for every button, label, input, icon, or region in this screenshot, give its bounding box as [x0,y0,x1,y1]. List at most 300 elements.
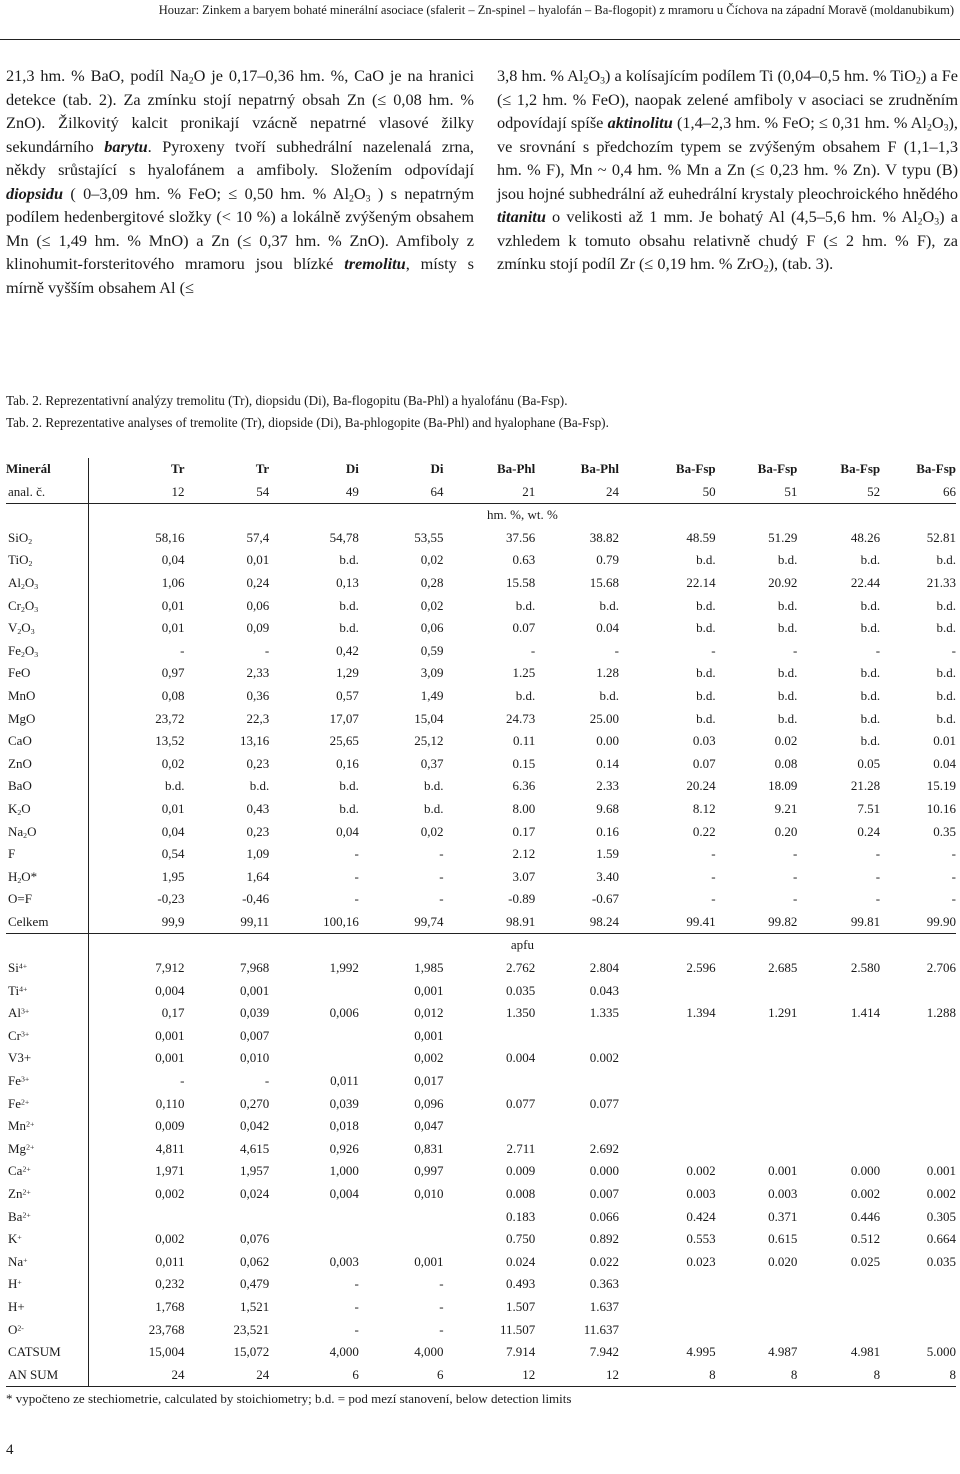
row-label: CATSUM [6,1341,88,1364]
value-cell: 0.035 [926,1253,956,1269]
value-cell: 0.009 [505,1163,536,1179]
table-row [6,911,956,934]
mineral-header-cell: Ba-Fsp [916,461,956,476]
value-cell: 1,000 [329,1163,359,1179]
value-cell: 0,43 [246,800,270,816]
table-row [6,1047,956,1070]
value-cell: 0,039 [329,1095,359,1111]
value-cell: 1,521 [239,1298,270,1314]
value-cell: 0.03 [692,733,716,749]
value-cell: 0.20 [774,823,798,839]
value-cell: b.d. [424,778,444,794]
value-cell: 1,09 [246,846,270,862]
value-cell: 37.56 [505,529,536,545]
value-cell: - [875,891,881,907]
value-cell: b.d. [860,687,881,703]
value-cell: 22.44 [850,574,881,590]
unit-label-apfu: apfu [510,937,534,953]
value-cell: 18.09 [768,778,798,794]
table-row [6,1319,956,1342]
value-cell [619,1025,716,1048]
analysis-number-cell: 49 [269,481,359,504]
value-cell: 1,64 [246,868,270,884]
value-cell: - [354,1321,359,1337]
value-cell: 0,09 [246,620,270,636]
table-row [6,1025,956,1048]
value-cell: 8 [716,1364,798,1387]
value-cell: b.d. [339,778,359,794]
value-cell [269,1047,359,1070]
value-cell: 0,002 [414,1050,444,1066]
value-cell: 0,007 [239,1027,270,1043]
value-cell: 0,004 [329,1186,359,1201]
value-cell [269,980,359,1003]
value-cell: - [951,868,956,884]
value-cell: 1.637 [589,1298,619,1314]
value-cell: - [354,891,359,907]
value-cell: 13,52 [155,733,185,749]
value-cell: b.d. [777,710,798,726]
value-cell: b.d. [339,620,359,636]
value-cell: 0,02 [161,755,185,771]
value-cell: 0,001 [414,982,444,998]
value-cell: 0.24 [857,823,881,839]
value-cell: 15.58 [505,574,536,590]
row-label [6,504,88,527]
value-cell: 0.077 [505,1095,536,1111]
value-cell: 15,072 [233,1344,270,1360]
value-cell: 0,04 [161,823,185,839]
row-label: SiO$_2$ [6,527,88,550]
table-row [6,1296,956,1319]
value-cell: 0,270 [239,1095,270,1111]
value-cell: 2.692 [589,1140,619,1156]
value-cell: b.d. [777,687,798,703]
table-row [6,1115,956,1138]
table-row [6,980,956,1003]
table-row [6,1160,956,1183]
value-cell: b.d. [936,597,956,613]
value-cell: - [530,642,536,658]
value-cell: 2.711 [506,1140,536,1156]
value-cell: - [951,642,956,658]
value-cell: b.d. [936,552,956,568]
value-cell: 0.305 [926,1208,956,1224]
running-header [0,0,960,40]
value-cell [797,1273,880,1296]
value-cell: 0,479 [239,1276,270,1292]
page-number: 4 [6,1442,14,1458]
value-cell: 1.414 [850,1005,881,1021]
value-cell: 0.14 [596,755,619,771]
unit-row-apfu [6,934,956,957]
value-cell: 24.73 [505,710,536,726]
value-cell: 2.762 [505,960,536,976]
value-cell: 5.000 [926,1344,956,1360]
mineral-header-cell: Ba-Fsp [675,461,716,476]
value-cell: 0,001 [155,1050,185,1066]
row-label: $V_2O_3$ [6,617,88,640]
value-cell: 21.28 [850,778,881,794]
value-cell: 0.02 [774,733,798,749]
value-cell: 0.077 [589,1095,619,1111]
value-cell [716,1138,798,1161]
value-cell [880,1025,956,1048]
value-cell: 20.24 [686,778,716,794]
row-label: $K_2O$ [6,798,88,821]
value-cell: - [439,891,444,907]
value-cell: - [875,846,881,862]
table-row [6,1364,956,1387]
row-label: H+ [6,1296,88,1319]
value-cell: 25,65 [329,733,359,749]
value-cell: b.d. [249,778,270,794]
value-cell: 23,72 [155,710,185,726]
value-cell: 0.424 [686,1208,716,1224]
value-cell: 7.51 [857,800,881,816]
value-cell: 0,018 [329,1118,359,1134]
value-cell: 0,232 [155,1276,185,1292]
value-cell: 0.183 [505,1208,536,1224]
value-cell: 58,16 [155,529,185,545]
value-cell [880,1296,956,1319]
value-cell [444,1025,536,1048]
value-cell [716,1093,798,1116]
value-cell: 2.33 [596,778,619,794]
value-cell: - [711,891,716,907]
value-cell: 0,001 [155,1027,185,1043]
text-column-left [6,64,474,299]
value-cell: - [264,1073,270,1089]
value-cell: 0,01 [161,620,185,636]
value-cell: 2.804 [589,960,619,976]
value-cell: 54,78 [329,529,359,545]
value-cell: 1.25 [512,665,536,681]
value-cell: 2.685 [768,960,798,976]
analysis-number-cell: 12 [88,481,184,504]
table-row [6,1070,956,1093]
value-cell: -0.67 [591,891,619,907]
value-cell: - [875,868,881,884]
value-cell: b.d. [339,552,359,568]
value-cell: 10.16 [926,800,956,816]
value-cell: 0,36 [246,687,270,703]
row-label: BaO [6,775,88,798]
value-cell: 0.11 [512,733,536,749]
value-cell: - [711,642,716,658]
value-cell: 0,01 [246,552,270,568]
value-cell: 0,02 [420,823,444,839]
value-cell: 15.19 [926,778,956,794]
value-cell: 7,912 [155,960,185,976]
value-cell [797,1296,880,1319]
value-cell [184,1206,269,1229]
value-cell: 0,042 [239,1118,270,1134]
value-cell: 0.003 [768,1186,798,1201]
table-row [6,708,956,731]
value-cell: 25,12 [414,733,444,749]
value-cell: 52.81 [926,529,956,545]
running-title: Houzar: Zinkem a baryem bohaté minerální asociace (sfalerit – Zn-spinel – hyalofán – Ba-flogopit) z mramoru u Číchova na západní Moravě (moldanubikum) [158,3,954,17]
value-cell: b.d. [696,597,716,613]
value-cell: 0.17 [512,823,536,839]
table-row [6,866,956,889]
mineral-header-cell: Di [345,461,359,476]
value-cell: 0,926 [329,1140,359,1156]
value-cell: b.d. [860,620,881,636]
mineral-header-cell: Ba-Fsp [757,461,798,476]
row-label: Celkem [6,911,88,934]
value-cell: 99.82 [716,911,798,934]
table-caption-english: Tab. 2. Reprezentative analyses of tremolite (Tr), diopside (Di), Ba-phlogopite (Ba-Phl) and hyalophane (Ba-Fsp). [6,415,609,430]
value-cell: 8.00 [512,800,536,816]
row-label: F [6,843,88,866]
value-cell: 0,97 [161,665,185,681]
value-cell: 0,23 [246,823,270,839]
value-cell: 1.288 [926,1005,956,1021]
row-label: ZnO [6,753,88,776]
value-cell: - [793,868,798,884]
row-label: O=F [6,888,88,911]
value-cell: 17,07 [329,710,359,726]
value-cell: - [439,868,444,884]
table-row [6,821,956,844]
value-cell: - [354,1298,359,1314]
value-cell: 1,95 [161,868,185,884]
value-cell: - [264,642,270,658]
mineral-header-cell: Tr [171,461,185,476]
value-cell [880,1070,956,1093]
value-cell [797,1093,880,1116]
value-cell [797,1319,880,1342]
value-cell [619,1047,716,1070]
table-row [6,1138,956,1161]
value-cell: 0,006 [329,1005,359,1021]
value-cell: 12 [444,1364,536,1387]
value-cell [716,1273,798,1296]
value-cell: 0.035 [505,982,536,998]
value-cell: 0.750 [505,1231,536,1247]
table-row [6,572,956,595]
value-cell: 6 [269,1364,359,1387]
value-cell: 0.05 [857,755,881,771]
value-cell: 0,011 [330,1073,359,1089]
value-cell: 2,33 [246,665,270,681]
value-cell: b.d. [860,665,881,681]
value-cell: b.d. [777,597,798,613]
value-cell [444,1070,536,1093]
value-cell: - [180,642,185,658]
value-cell: b.d. [339,800,359,816]
table-row [6,527,956,550]
table-row [6,1002,956,1025]
value-cell [797,1025,880,1048]
value-cell: 0.002 [850,1186,881,1201]
value-cell: 0,831 [414,1140,444,1156]
value-cell: 1,985 [414,960,444,976]
table-row [6,843,956,866]
value-cell [797,1115,880,1138]
value-cell: 0.363 [589,1276,619,1292]
value-cell: 0.066 [589,1208,619,1224]
value-cell: 0.002 [686,1163,716,1179]
row-label: TiO$_2$ [6,549,88,572]
mineral-header-cell: Ba-Fsp [840,461,881,476]
table-row [6,888,956,911]
value-cell [797,1047,880,1070]
row-label: K+ [6,1228,88,1251]
header-label: Minerál [6,458,88,481]
row-label: $Al_2O_3$ [6,572,88,595]
value-cell: 0,02 [420,552,444,568]
value-cell: b.d. [696,552,716,568]
value-cell [619,1296,716,1319]
table-header-minerals [6,458,956,481]
mineral-header-cell: Ba-Phl [580,461,619,476]
row-label: $Fe^{2+}$ [6,1093,88,1116]
row-label: $Na_2O$ [6,821,88,844]
value-cell: 0,001 [414,1253,444,1269]
value-cell [619,1093,716,1116]
analysis-number-cell: 51 [716,481,798,504]
value-cell: 3,09 [420,665,444,681]
value-cell: 4,000 [414,1344,444,1360]
value-cell: 0.446 [850,1208,881,1224]
value-cell: 24 [184,1364,269,1387]
value-cell: 15,04 [414,710,444,726]
value-cell: 24 [88,1364,184,1387]
value-cell: 1.507 [505,1298,536,1314]
value-cell: 23,768 [148,1321,185,1337]
value-cell: 0.003 [686,1186,716,1201]
value-cell [619,1319,716,1342]
value-cell: b.d. [164,778,185,794]
value-cell: - [711,868,716,884]
table-row [6,775,956,798]
table-row [6,1228,956,1251]
analysis-number-cell: 24 [535,481,619,504]
value-cell: 0,02 [420,597,444,613]
value-cell: - [354,868,359,884]
value-cell: 8.12 [692,800,716,816]
value-cell: 99,9 [88,911,184,934]
value-cell [797,980,880,1003]
table-row [6,685,956,708]
row-label: $Ti^{4+}$ [6,980,88,1003]
value-cell [797,1070,880,1093]
value-cell: 13,16 [239,733,270,749]
value-cell: b.d. [777,620,798,636]
text-column-right [497,64,958,276]
value-cell: 99,11 [184,911,269,934]
value-cell [880,1115,956,1138]
value-cell: 0,009 [155,1118,185,1134]
analysis-number-cell: 21 [444,481,536,504]
row-label: $Fe_2O_3$ [6,640,88,663]
value-cell: b.d. [696,665,716,681]
value-cell: - [439,1298,444,1314]
table-row [6,753,956,776]
value-cell: 1,971 [155,1163,185,1179]
value-cell: 0,01 [161,800,185,816]
value-cell [880,1093,956,1116]
value-cell: 0.007 [589,1186,619,1201]
value-cell: 0.01 [933,733,956,749]
value-cell: 98.24 [535,911,619,934]
value-cell: - [354,1276,359,1292]
value-cell: b.d. [860,733,881,749]
value-cell: 9.21 [774,800,798,816]
row-label: $Ca^{2+}$ [6,1160,88,1183]
value-cell: 0.15 [512,755,536,771]
value-cell: 48.59 [686,529,716,545]
value-cell: 0.025 [850,1253,881,1269]
value-cell [619,980,716,1003]
value-cell: - [793,642,798,658]
value-cell: - [354,846,359,862]
value-cell: 8 [880,1364,956,1387]
value-cell: 7,968 [239,960,270,976]
value-cell: 0.024 [505,1253,536,1269]
value-cell: 0,110 [155,1095,185,1111]
value-cell: - [951,846,956,862]
value-cell: 0.004 [505,1050,536,1066]
value-cell: 99.41 [619,911,716,934]
value-cell: 2.580 [850,960,881,976]
value-cell: 0,04 [161,552,185,568]
value-cell: b.d. [696,620,716,636]
value-cell: 1,768 [155,1298,185,1314]
row-label: MnO [6,685,88,708]
row-label: $Mn^{2+}$ [6,1115,88,1138]
value-cell: 6 [359,1364,444,1387]
value-cell: - [439,846,444,862]
value-cell: 0,011 [155,1253,185,1269]
value-cell: 0,001 [414,1027,444,1043]
value-cell: 25.00 [589,710,619,726]
value-cell: 0,017 [414,1073,444,1089]
value-cell: b.d. [424,800,444,816]
value-cell: 15,004 [148,1344,185,1360]
value-cell [444,1115,536,1138]
header-label: anal. č. [6,481,88,504]
value-cell: 0,010 [239,1050,270,1066]
value-cell: 21.33 [926,574,956,590]
value-cell: 100,16 [269,911,359,934]
value-cell: 7.942 [589,1344,619,1360]
value-cell: 0.892 [589,1231,619,1247]
value-cell [716,1070,798,1093]
value-cell: 0.020 [768,1253,798,1269]
mineral-header-cell: Tr [255,461,270,476]
value-cell: 4.987 [768,1344,798,1360]
value-cell [619,1115,716,1138]
value-cell: 1.291 [768,1005,798,1021]
value-cell: b.d. [936,665,956,681]
analysis-number-cell: 64 [359,481,444,504]
right-column-paragraph: 3,8 hm. % $Al_2O_3$) a kolísajícím podílem Ti (0,04–0,5 hm. % TiO$_2$) a Fe (≤ 1,2 hm. % FeO), naopak zelené amfiboly v asociaci se zrudněním odpovídají spíše aktinolitu (1,4–2,3 hm. % FeO; ≤ 0,31 hm. % $Al_2O_3$), ve srovnání s předchozím typem se zvýšeným obsahem F (1,1–1,3 hm. % F), Mn ~ 0,4 hm. % Mn a Zn (≤ 0,23 hm. % Zn). V typu (B) jsou hojné subhedrální až euhedrální krystaly pleochroického hnědého titanitu o velikosti až 1 mm. Je bohatý Al (4,5–5,6 hm. % $Al_2O_3$) a vzhledem k tomuto obsahu relativně chudý F (≤ 2 hm. % F), za zmínku stojí podíl Zr (≤ 0,19 hm. % ZrO$_2$), (tab. 3). [497,66,959,275]
value-cell: - [180,1073,185,1089]
table-row [6,1183,956,1206]
value-cell: b.d. [860,710,881,726]
value-cell: 0,42 [336,642,359,658]
value-cell: 1.28 [596,665,619,681]
value-cell: 0.493 [505,1276,536,1292]
value-cell: 0,004 [155,982,185,998]
value-cell: 0,04 [336,823,359,839]
value-cell: 0,28 [420,574,444,590]
value-cell: 0,16 [336,755,359,771]
